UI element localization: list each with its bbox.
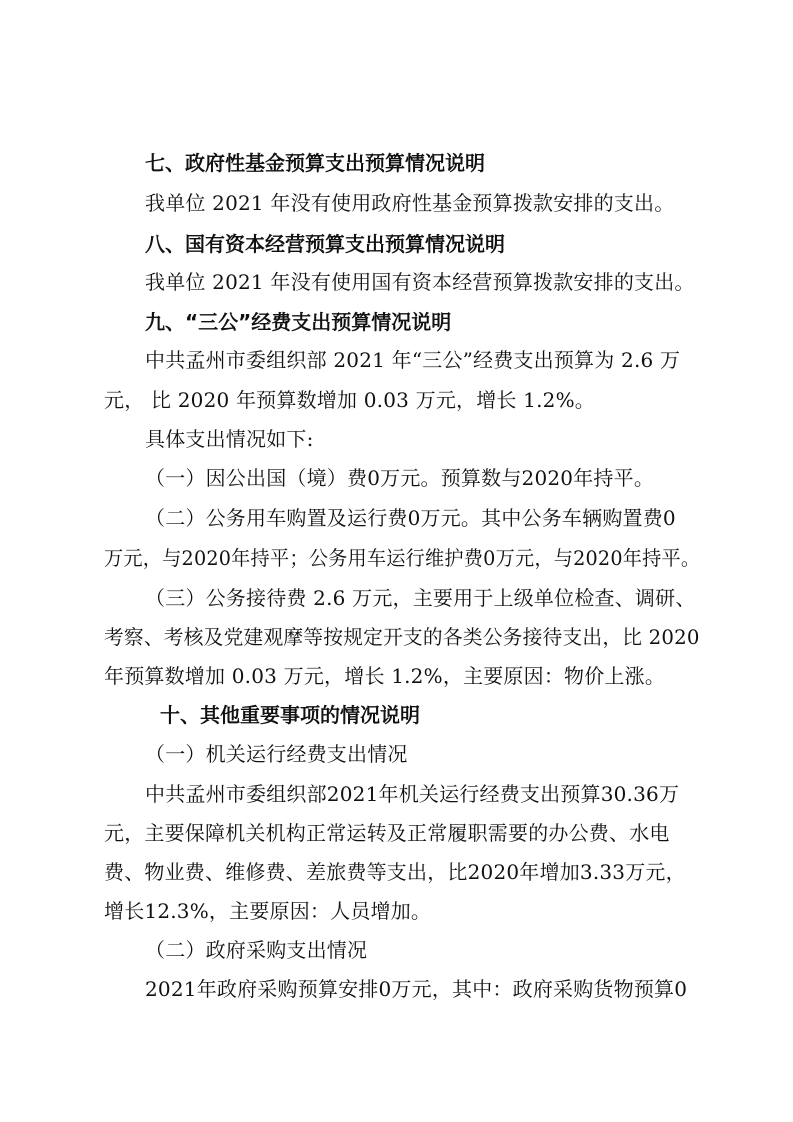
paragraph-line: （三）公务接待费 2.6 万元，主要用于上级单位检查、调研、 [145, 586, 696, 610]
paragraph-line: 考察、考核及党建观摩等按规定开支的各类公务接待支出，比 2020 [104, 625, 700, 649]
paragraph-line: （一）因公出国（境）费0万元。预算数与2020年持平。 [145, 466, 655, 490]
section-heading-9: 九、“三公”经费支出预算情况说明 [145, 310, 452, 334]
paragraph-line: 元， 比 2020 年预算数增加 0.03 万元，增长 1.2%。 [104, 388, 595, 412]
paragraph-line: 具体支出情况如下: [145, 427, 314, 451]
subsection-heading: （二）政府采购支出情况 [145, 938, 368, 962]
paragraph-line: 中共孟州市委组织部2021年机关运行经费支出预算30.36万 [145, 782, 680, 806]
paragraph-line: 费、物业费、维修费、差旅费等支出，比2020年增加3.33万元， [104, 860, 686, 884]
paragraph-line: 2021年政府采购预算安排0万元，其中：政府采购货物预算0 [145, 977, 688, 1001]
paragraph-line: 增长12.3%，主要原因：人员增加。 [104, 899, 432, 923]
paragraph-line: 年预算数增加 0.03 万元，增长 1.2%，主要原因：物价上涨。 [104, 664, 666, 688]
paragraph-line: 元，主要保障机关机构正常运转及正常履职需要的办公费、水电 [104, 821, 670, 845]
section-heading-10: 十、其他重要事项的情况说明 [160, 703, 420, 727]
paragraph-line: 我单位 2021 年没有使用政府性基金预算拨款安排的支出。 [145, 191, 675, 215]
section-heading-8: 八、国有资本经营预算支出预算情况说明 [145, 232, 505, 256]
paragraph-line: 我单位 2021 年没有使用国有资本经营预算拨款安排的支出。 [145, 270, 695, 294]
section-heading-7: 七、政府性基金预算支出预算情况说明 [145, 151, 485, 175]
paragraph-line: 万元，与2020年持平；公务用车运行维护费0万元，与2020年持平。 [104, 546, 701, 570]
paragraph-line: 中共孟州市委组织部 2021 年“三公”经费支出预算为 2.6 万 [145, 348, 681, 372]
paragraph-line: （二）公务用车购置及运行费0万元。其中公务车辆购置费0 [145, 506, 676, 530]
subsection-heading: （一）机关运行经费支出情况 [145, 742, 408, 766]
